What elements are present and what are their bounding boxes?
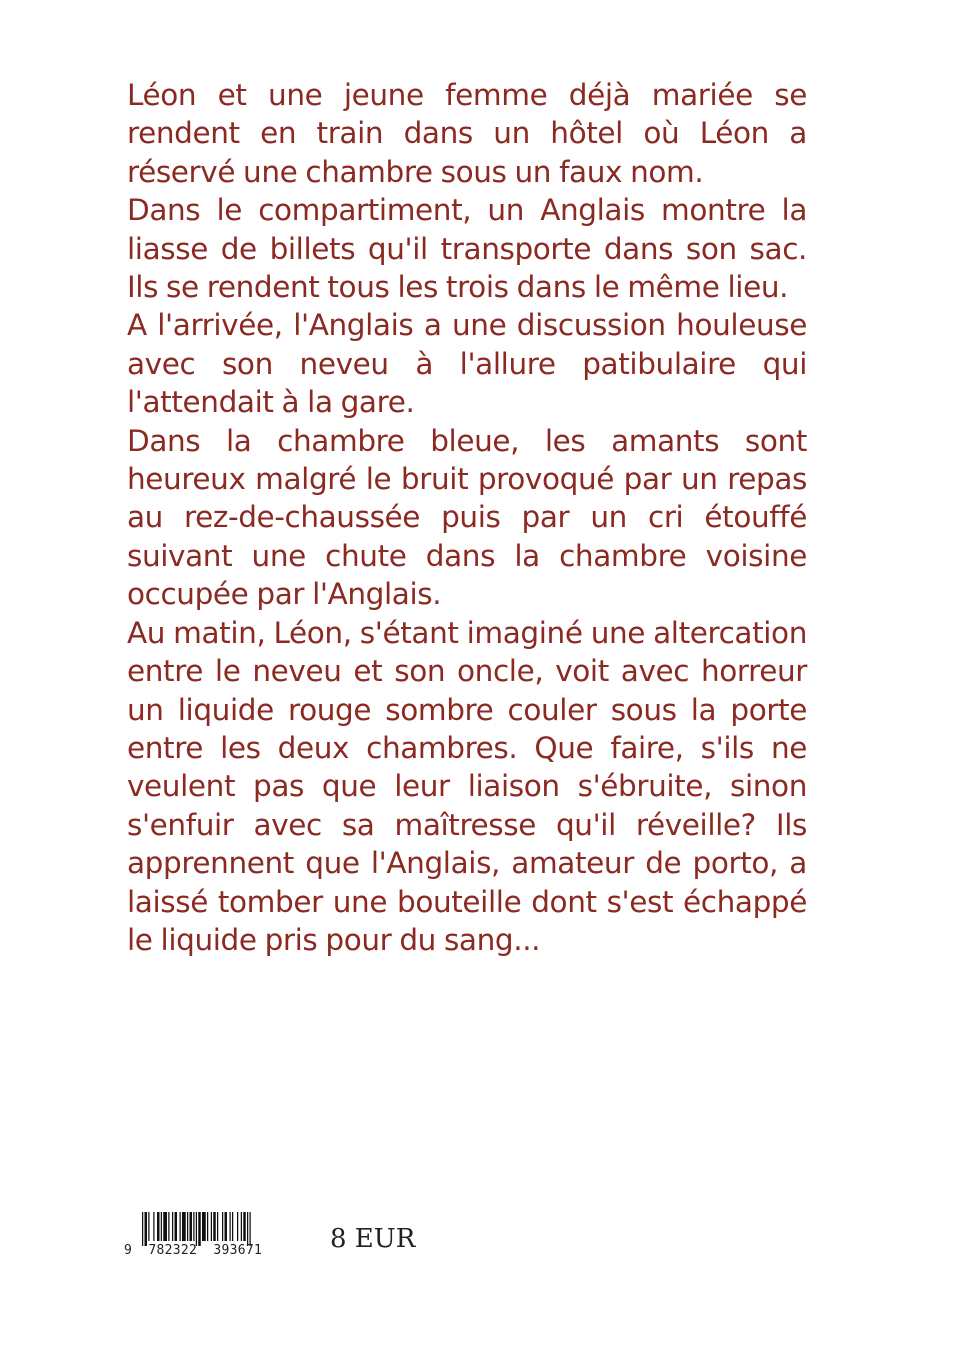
barcode-bar xyxy=(157,1212,160,1241)
barcode-bar xyxy=(225,1212,228,1241)
barcode-bar xyxy=(182,1212,186,1241)
isbn-barcode xyxy=(124,1212,304,1262)
barcode-bar xyxy=(172,1212,173,1241)
barcode-bar xyxy=(190,1212,193,1241)
barcode-bar xyxy=(153,1212,154,1241)
barcode-bar xyxy=(250,1212,251,1246)
barcode-bar xyxy=(237,1212,238,1241)
blurb-paragraph-5: Au matin, Léon, s'étant imaginé une altercation entre le neveu et son oncle, voit avec horreur un liquide rouge sombre couler sous la porte entre les deux chambres. Que faire, s'ils ne veulent pas que leur liaison s'ébruite, sinon s'enfuir avec sa maîtresse qu'il réveille? Ils apprennent que l'Anglais, amateur de porto, a laissé tomber une bouteille dont s'est échappé le liquide pris pour du sang... xyxy=(127,615,807,957)
barcode-bar xyxy=(163,1212,167,1241)
barcode-bar xyxy=(247,1212,248,1246)
barcode-bar xyxy=(168,1212,169,1241)
blurb-paragraph-3: A l'arrivée, l'Anglais a une discussion houleuse avec son neveu à l'allure patibulaire qui l'attendait à la gare. xyxy=(127,308,807,420)
isbn-number: 9 782322 393671 xyxy=(124,1243,263,1258)
price-label: 8 EUR xyxy=(330,1224,416,1254)
barcode-bar xyxy=(198,1212,201,1246)
barcode-bar xyxy=(180,1212,181,1241)
barcode-bar xyxy=(222,1212,223,1241)
blurb-paragraph-1: Léon et une jeune femme déjà mariée se rendent en train dans un hôtel où Léon a réservé une chambre sous un faux nom. xyxy=(127,78,807,189)
barcode-bar xyxy=(202,1212,206,1241)
barcode-bar xyxy=(207,1212,208,1241)
barcode-bar xyxy=(145,1212,148,1246)
barcode-bar xyxy=(175,1212,178,1241)
barcode-bar xyxy=(211,1212,212,1241)
barcode-bar xyxy=(213,1212,216,1241)
blurb-paragraph-2: Dans le compartiment, un Anglais montre la liasse de billets qu'il transporte dans son sac. Ils se rendent tous les trois dans le même lieu. xyxy=(127,193,807,305)
barcode-bar xyxy=(187,1212,188,1241)
blurb-text xyxy=(127,76,807,959)
barcode-bar xyxy=(193,1212,194,1241)
barcode-icon xyxy=(140,1212,300,1246)
barcode-bar xyxy=(243,1212,246,1241)
barcode-bar xyxy=(148,1212,149,1241)
barcode-bar xyxy=(232,1212,233,1241)
blurb-paragraph-4: Dans la chambre bleue, les amants sont heureux malgré le bruit provoqué par un repas au rez-de-chaussée puis par un cri étouffé suivant une chute dans la chambre voisine occupée par l'Anglais. xyxy=(127,423,807,612)
barcode-bar xyxy=(142,1212,143,1246)
barcode-bar xyxy=(241,1212,242,1241)
barcode-bar xyxy=(217,1212,218,1241)
barcode-bar xyxy=(161,1212,162,1241)
barcode-bar xyxy=(196,1212,197,1246)
barcode-bar xyxy=(230,1212,231,1241)
